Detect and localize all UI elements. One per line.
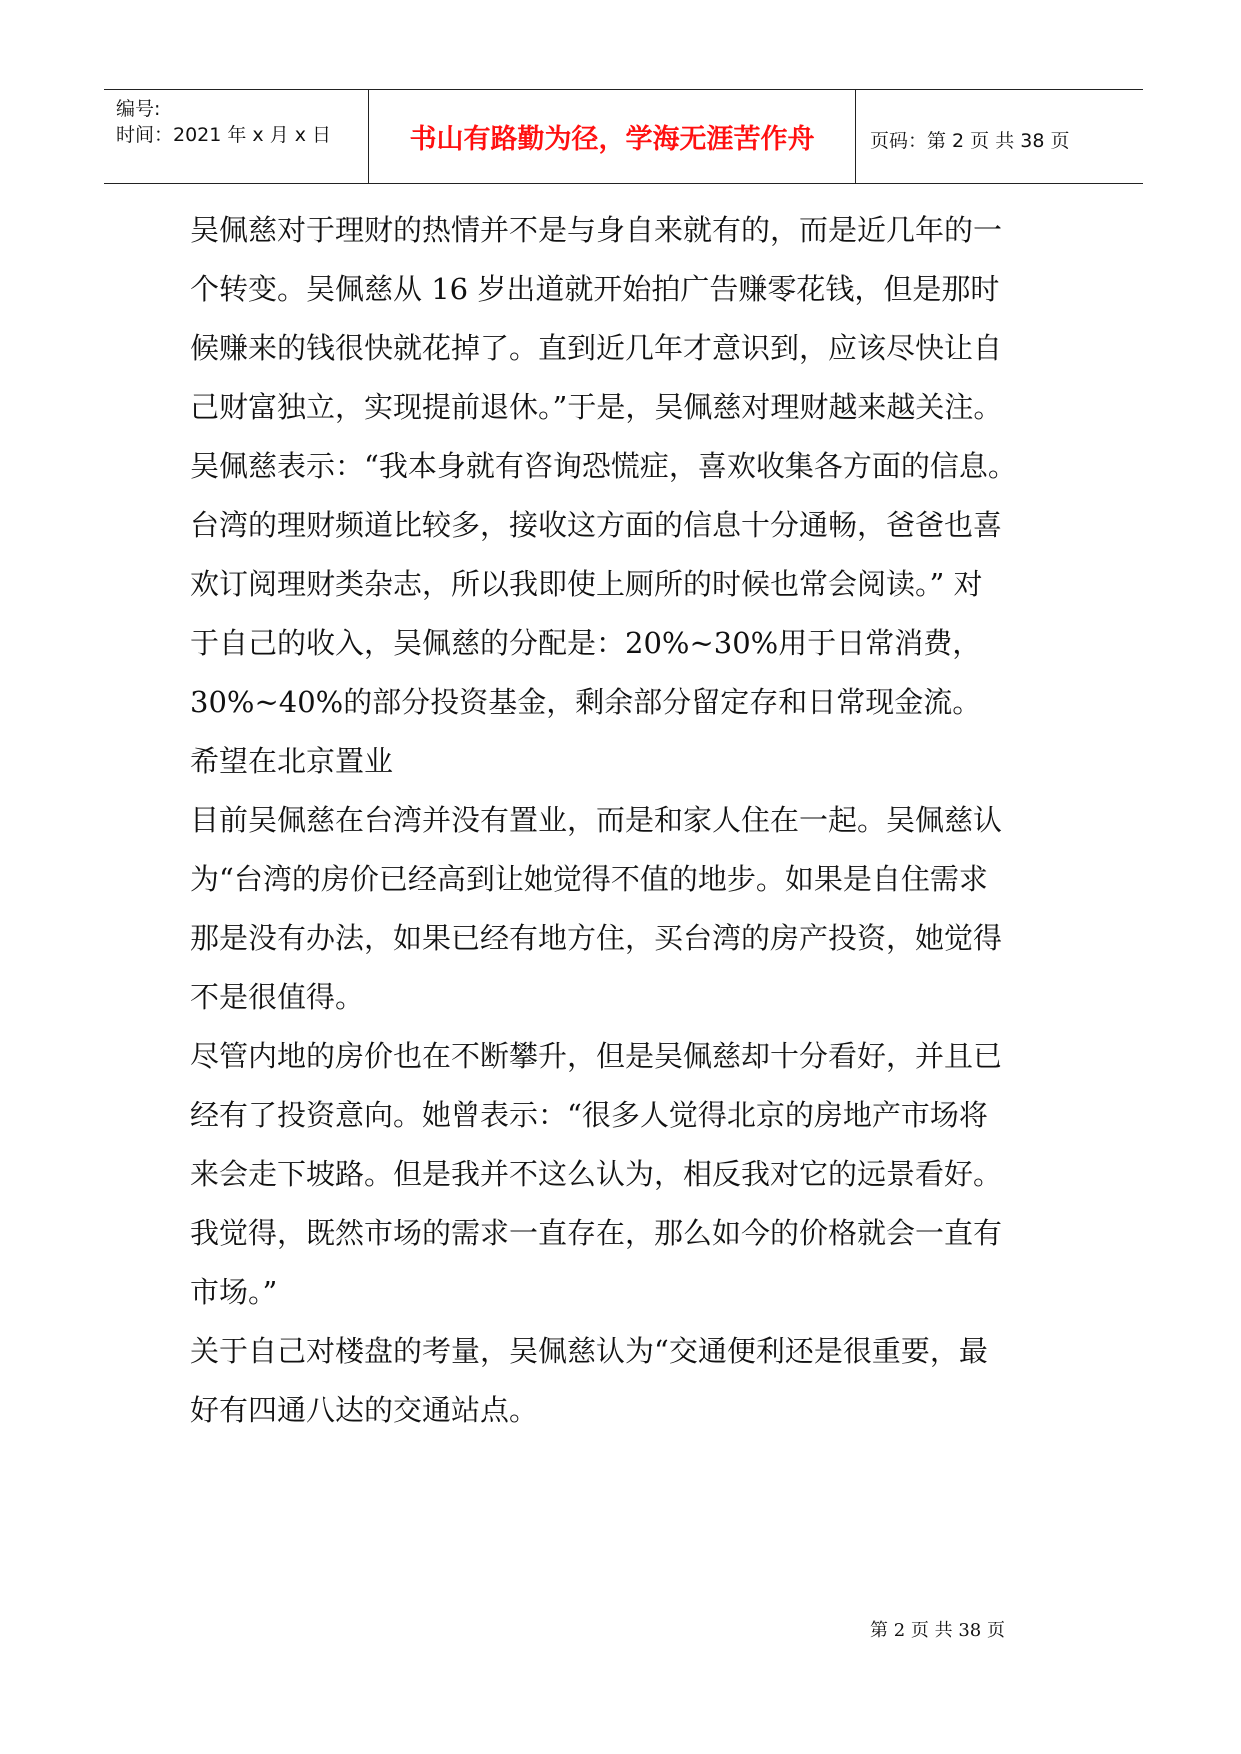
body-line: 那是没有办法，如果已经有地方住，买台湾的房产投资，她觉得	[190, 921, 1003, 955]
body-line: 于自己的收入，吴佩慈的分配是：20%~30%用于日常消费，	[190, 626, 982, 660]
body-line: 吴佩慈对于理财的热情并不是与身自来就有的，而是近几年的一	[190, 213, 1003, 247]
body-line: 市场。”	[190, 1275, 278, 1309]
header-info-cell	[104, 90, 368, 183]
body-line: 关于自己对楼盘的考量，吴佩慈认为“交通便利还是很重要，最	[190, 1334, 988, 1368]
body-line: 欢订阅理财类杂志，所以我即使上厕所的时候也常会阅读。” 对	[190, 567, 983, 601]
header-motto: 书山有路勤为径，学海无涯苦作舟	[409, 124, 815, 155]
header-page-number: 页码：第 2 页 共 38 页	[870, 130, 1070, 152]
page-footer: 第 2 页 共 38 页	[870, 1620, 1005, 1641]
body-line: 己财富独立，实现提前退休。”于是，吴佩慈对理财越来越关注。	[190, 390, 1003, 424]
document-time-label: 时间：2021 年 x 月 x 日	[116, 124, 332, 146]
body-line: 我觉得，既然市场的需求一直存在，那么如今的价格就会一直有	[190, 1216, 1003, 1250]
body-line: 经有了投资意向。她曾表示：“很多人觉得北京的房地产市场将	[190, 1098, 988, 1132]
section-heading: 希望在北京置业	[190, 744, 394, 778]
body-line: 为“台湾的房价已经高到让她觉得不值的地步。如果是自住需求	[190, 862, 988, 896]
document-number-label: 编号:	[116, 98, 161, 120]
page-header	[104, 89, 1143, 184]
body-line: 不是很值得。	[190, 980, 365, 1014]
body-line: 个转变。吴佩慈从 16 岁出道就开始拍广告赚零花钱，但是那时	[190, 272, 1000, 306]
body-line: 30%~40%的部分投资基金，剩余部分留定存和日常现金流。	[190, 685, 982, 719]
body-line: 目前吴佩慈在台湾并没有置业，而是和家人住在一起。吴佩慈认	[190, 803, 1003, 837]
body-line: 尽管内地的房价也在不断攀升，但是吴佩慈却十分看好，并且已	[190, 1039, 1003, 1073]
header-motto-cell	[368, 90, 856, 183]
body-line: 吴佩慈表示：“我本身就有咨询恐慌症，喜欢收集各方面的信息。	[190, 449, 1017, 483]
body-line: 候赚来的钱很快就花掉了。直到近几年才意识到，应该尽快让自	[190, 331, 1003, 365]
body-line: 来会走下坡路。但是我并不这么认为，相反我对它的远景看好。	[190, 1157, 1003, 1191]
header-page-cell	[856, 90, 1143, 183]
body-line: 好有四通八达的交通站点。	[190, 1393, 539, 1427]
body-line: 台湾的理财频道比较多，接收这方面的信息十分通畅，爸爸也喜	[190, 508, 1003, 542]
